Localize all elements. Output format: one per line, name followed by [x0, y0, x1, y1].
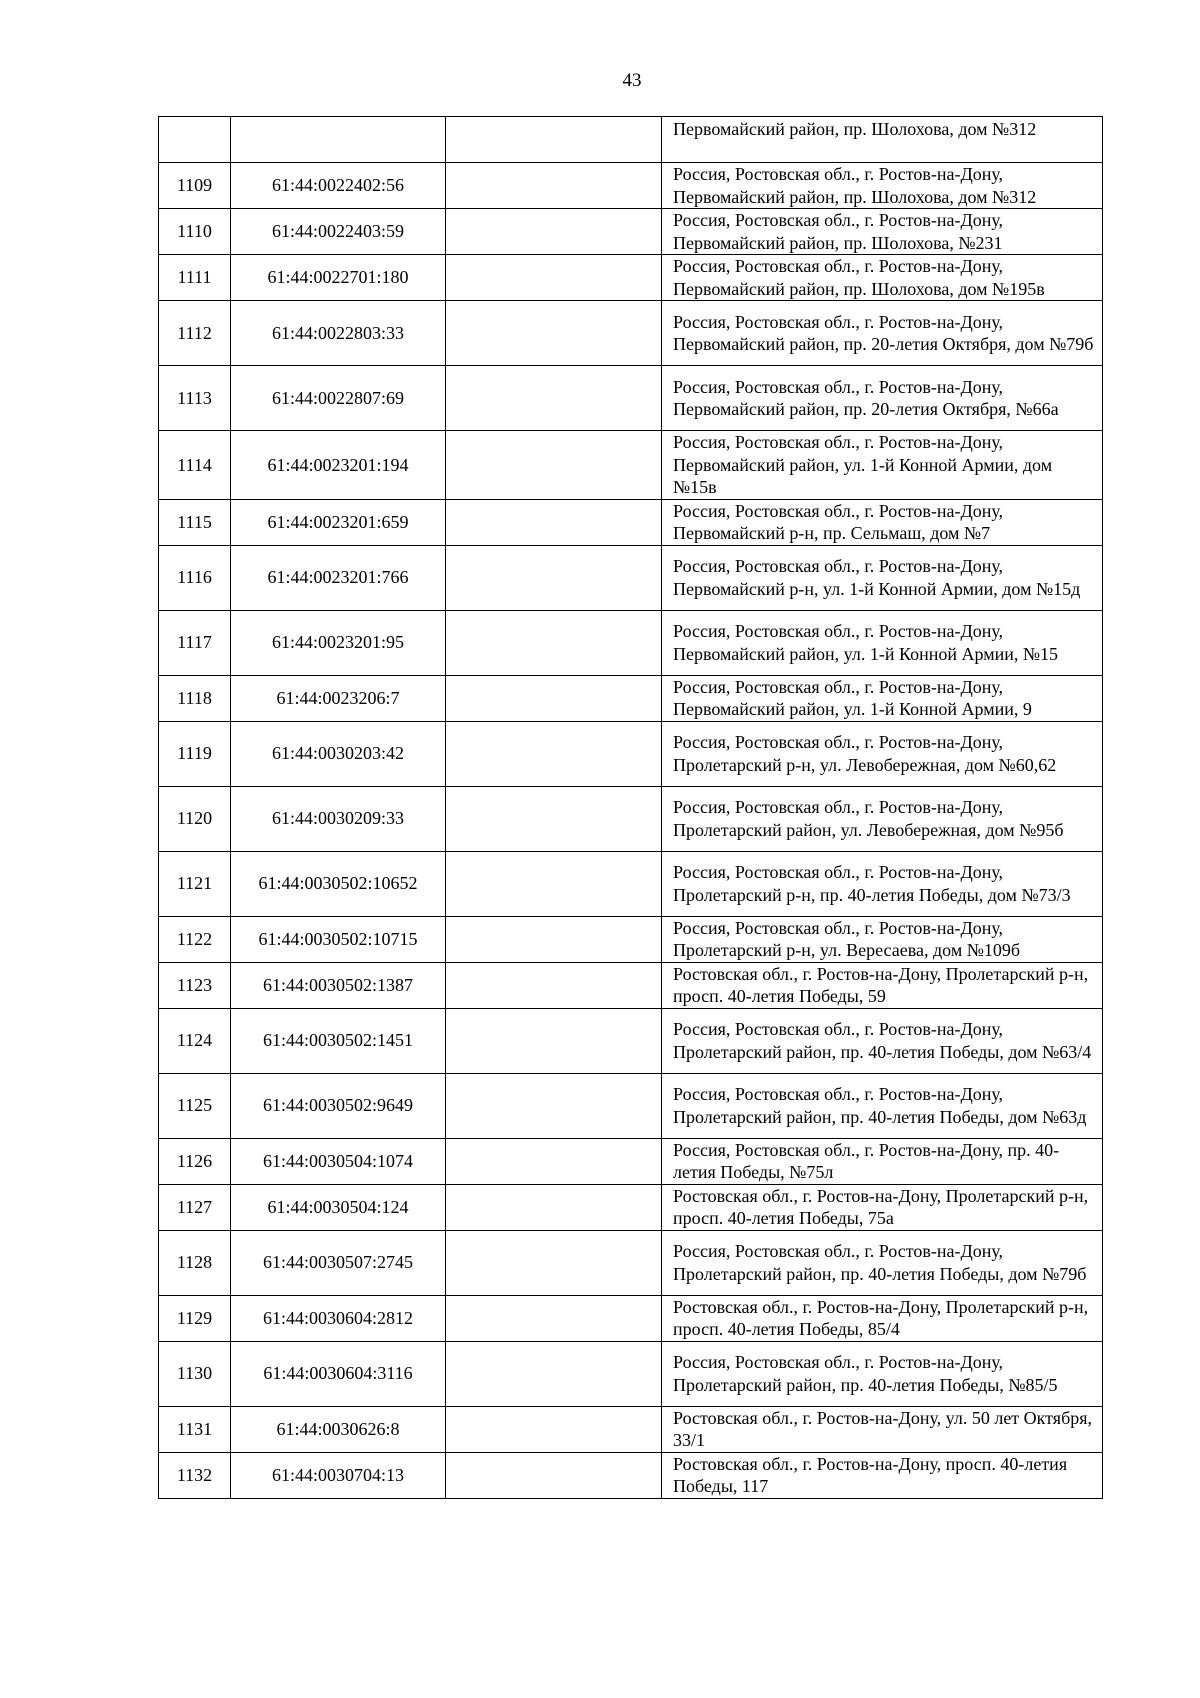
row-number-cell: 1124: [159, 1008, 231, 1073]
page-number: 43: [622, 70, 642, 91]
empty-cell: [446, 1341, 662, 1406]
cadastral-number-cell: 61:44:0022403:59: [231, 209, 446, 255]
row-number-cell: 1129: [159, 1295, 231, 1341]
table-row: [159, 255, 1103, 301]
row-number-cell: 1120: [159, 786, 231, 851]
cadastral-number-cell: 61:44:0023201:659: [231, 499, 446, 545]
registry-table: [158, 116, 1103, 1499]
cadastral-number-cell: 61:44:0030502:9649: [231, 1073, 446, 1138]
row-number-cell: 1131: [159, 1406, 231, 1452]
row-number-cell: 1115: [159, 499, 231, 545]
row-number-cell: 1126: [159, 1138, 231, 1184]
empty-cell: [446, 1073, 662, 1138]
table-row: [159, 209, 1103, 255]
cadastral-number-cell: 61:44:0022807:69: [231, 366, 446, 431]
address-cell: Ростовская обл., г. Ростов-на-Дону, Пролетарский р-н, просп. 40-летия Победы, 75а: [662, 1184, 1103, 1230]
table-row: [159, 916, 1103, 962]
table-row: [159, 1230, 1103, 1295]
row-number-cell: 1130: [159, 1341, 231, 1406]
table-row: [159, 1406, 1103, 1452]
empty-cell: [446, 851, 662, 916]
empty-cell: [446, 916, 662, 962]
cadastral-number-cell: 61:44:0030502:1451: [231, 1008, 446, 1073]
address-cell: Россия, Ростовская обл., г. Ростов-на-Дону, Первомайский район, пр. Шолохова, дом №195в: [662, 255, 1103, 301]
address-cell: Ростовская обл., г. Ростов-на-Дону, ул. 50 лет Октября, 33/1: [662, 1406, 1103, 1452]
row-number-cell: 1125: [159, 1073, 231, 1138]
cadastral-number-cell: [231, 117, 446, 163]
table-row: [159, 1452, 1103, 1498]
registry-table-body: [159, 117, 1103, 1499]
empty-cell: [446, 209, 662, 255]
empty-cell: [446, 1138, 662, 1184]
row-number-cell: [159, 117, 231, 163]
table-row: [159, 545, 1103, 610]
table-row: [159, 675, 1103, 721]
address-cell: Россия, Ростовская обл., г. Ростов-на-Дону, Первомайский район, ул. 1-й Конной Армии, дом №15в: [662, 431, 1103, 500]
empty-cell: [446, 255, 662, 301]
row-number-cell: 1113: [159, 366, 231, 431]
row-number-cell: 1118: [159, 675, 231, 721]
cadastral-number-cell: 61:44:0030704:13: [231, 1452, 446, 1498]
empty-cell: [446, 499, 662, 545]
cadastral-number-cell: 61:44:0030209:33: [231, 786, 446, 851]
cadastral-number-cell: 61:44:0023201:95: [231, 610, 446, 675]
row-number-cell: 1109: [159, 163, 231, 209]
row-number-cell: 1110: [159, 209, 231, 255]
cadastral-number-cell: 61:44:0023201:766: [231, 545, 446, 610]
address-cell: Ростовская обл., г. Ростов-на-Дону, Пролетарский р-н, просп. 40-летия Победы, 59: [662, 962, 1103, 1008]
empty-cell: [446, 545, 662, 610]
table-row: [159, 851, 1103, 916]
address-cell: Россия, Ростовская обл., г. Ростов-на-Дону, Первомайский район, пр. Шолохова, дом №312: [662, 163, 1103, 209]
row-number-cell: 1119: [159, 721, 231, 786]
table-row: [159, 366, 1103, 431]
empty-cell: [446, 962, 662, 1008]
empty-cell: [446, 1230, 662, 1295]
table-row: [159, 1073, 1103, 1138]
row-number-cell: 1117: [159, 610, 231, 675]
table-row: [159, 786, 1103, 851]
table-row: [159, 301, 1103, 366]
table-row-continued: [159, 117, 1103, 163]
address-cell: Россия, Ростовская обл., г. Ростов-на-Дону, Первомайский район, ул. 1-й Конной Армии, №15: [662, 610, 1103, 675]
row-number-cell: 1132: [159, 1452, 231, 1498]
table-row: [159, 1341, 1103, 1406]
address-cell: Россия, Ростовская обл., г. Ростов-на-Дону, Первомайский район, пр. Шолохова, №231: [662, 209, 1103, 255]
address-cell: Россия, Ростовская обл., г. Ростов-на-Дону, Пролетарский район, пр. 40-летия Победы, дом №63д: [662, 1073, 1103, 1138]
table-row: [159, 1184, 1103, 1230]
empty-cell: [446, 117, 662, 163]
cadastral-number-cell: 61:44:0022402:56: [231, 163, 446, 209]
address-cell: Россия, Ростовская обл., г. Ростов-на-Дону, Первомайский р-н, пр. Сельмаш, дом №7: [662, 499, 1103, 545]
address-cell: Россия, Ростовская обл., г. Ростов-на-Дону, Пролетарский район, пр. 40-летия Победы, №85/5: [662, 1341, 1103, 1406]
cadastral-number-cell: 61:44:0030203:42: [231, 721, 446, 786]
cadastral-number-cell: 61:44:0030604:3116: [231, 1341, 446, 1406]
table-row: [159, 610, 1103, 675]
row-number-cell: 1114: [159, 431, 231, 500]
table-row: [159, 1295, 1103, 1341]
cadastral-number-cell: 61:44:0030507:2745: [231, 1230, 446, 1295]
table-row: [159, 1138, 1103, 1184]
empty-cell: [446, 675, 662, 721]
empty-cell: [446, 1295, 662, 1341]
empty-cell: [446, 721, 662, 786]
empty-cell: [446, 431, 662, 500]
empty-cell: [446, 786, 662, 851]
table-row: [159, 721, 1103, 786]
address-cell: Ростовская обл., г. Ростов-на-Дону, просп. 40-летия Победы, 117: [662, 1452, 1103, 1498]
cadastral-number-cell: 61:44:0030604:2812: [231, 1295, 446, 1341]
row-number-cell: 1123: [159, 962, 231, 1008]
address-cell: Первомайский район, пр. Шолохова, дом №312: [662, 117, 1103, 163]
table-row: [159, 962, 1103, 1008]
row-number-cell: 1116: [159, 545, 231, 610]
row-number-cell: 1121: [159, 851, 231, 916]
cadastral-number-cell: 61:44:0023206:7: [231, 675, 446, 721]
empty-cell: [446, 1184, 662, 1230]
address-cell: Россия, Ростовская обл., г. Ростов-на-Дону, Первомайский район, пр. 20-летия Октября, №66а: [662, 366, 1103, 431]
table-row: [159, 499, 1103, 545]
address-cell: Россия, Ростовская обл., г. Ростов-на-Дону, Пролетарский р-н, пр. 40-летия Победы, дом №73/3: [662, 851, 1103, 916]
address-cell: Россия, Ростовская обл., г. Ростов-на-Дону, Первомайский район, пр. 20-летия Октября, дом №79б: [662, 301, 1103, 366]
row-number-cell: 1122: [159, 916, 231, 962]
address-cell: Ростовская обл., г. Ростов-на-Дону, Пролетарский р-н, просп. 40-летия Победы, 85/4: [662, 1295, 1103, 1341]
cadastral-number-cell: 61:44:0030502:10715: [231, 916, 446, 962]
address-cell: Россия, Ростовская обл., г. Ростов-на-Дону, Пролетарский р-н, ул. Левобережная, дом №60,62: [662, 721, 1103, 786]
empty-cell: [446, 301, 662, 366]
empty-cell: [446, 163, 662, 209]
row-number-cell: 1112: [159, 301, 231, 366]
table-row: [159, 1008, 1103, 1073]
address-cell: Россия, Ростовская обл., г. Ростов-на-Дону, Пролетарский район, пр. 40-летия Победы, дом №63/4: [662, 1008, 1103, 1073]
cadastral-number-cell: 61:44:0022701:180: [231, 255, 446, 301]
table-row: [159, 431, 1103, 500]
row-number-cell: 1128: [159, 1230, 231, 1295]
cadastral-number-cell: 61:44:0030504:124: [231, 1184, 446, 1230]
empty-cell: [446, 1008, 662, 1073]
cadastral-number-cell: 61:44:0030502:10652: [231, 851, 446, 916]
cadastral-number-cell: 61:44:0030626:8: [231, 1406, 446, 1452]
cadastral-number-cell: 61:44:0023201:194: [231, 431, 446, 500]
address-cell: Россия, Ростовская обл., г. Ростов-на-Дону, Пролетарский район, ул. Левобережная, дом №95б: [662, 786, 1103, 851]
row-number-cell: 1127: [159, 1184, 231, 1230]
address-cell: Россия, Ростовская обл., г. Ростов-на-Дону, Пролетарский р-н, ул. Вересаева, дом №109б: [662, 916, 1103, 962]
address-cell: Россия, Ростовская обл., г. Ростов-на-Дону, Первомайский р-н, ул. 1-й Конной Армии, дом №15д: [662, 545, 1103, 610]
empty-cell: [446, 1452, 662, 1498]
cadastral-number-cell: 61:44:0022803:33: [231, 301, 446, 366]
address-cell: Россия, Ростовская обл., г. Ростов-на-Дону, пр. 40-летия Победы, №75л: [662, 1138, 1103, 1184]
row-number-cell: 1111: [159, 255, 231, 301]
table-row: [159, 163, 1103, 209]
address-cell: Россия, Ростовская обл., г. Ростов-на-Дону, Первомайский район, ул. 1-й Конной Армии, 9: [662, 675, 1103, 721]
empty-cell: [446, 610, 662, 675]
empty-cell: [446, 1406, 662, 1452]
cadastral-number-cell: 61:44:0030504:1074: [231, 1138, 446, 1184]
cadastral-number-cell: 61:44:0030502:1387: [231, 962, 446, 1008]
address-cell: Россия, Ростовская обл., г. Ростов-на-Дону, Пролетарский район, пр. 40-летия Победы, дом №79б: [662, 1230, 1103, 1295]
empty-cell: [446, 366, 662, 431]
